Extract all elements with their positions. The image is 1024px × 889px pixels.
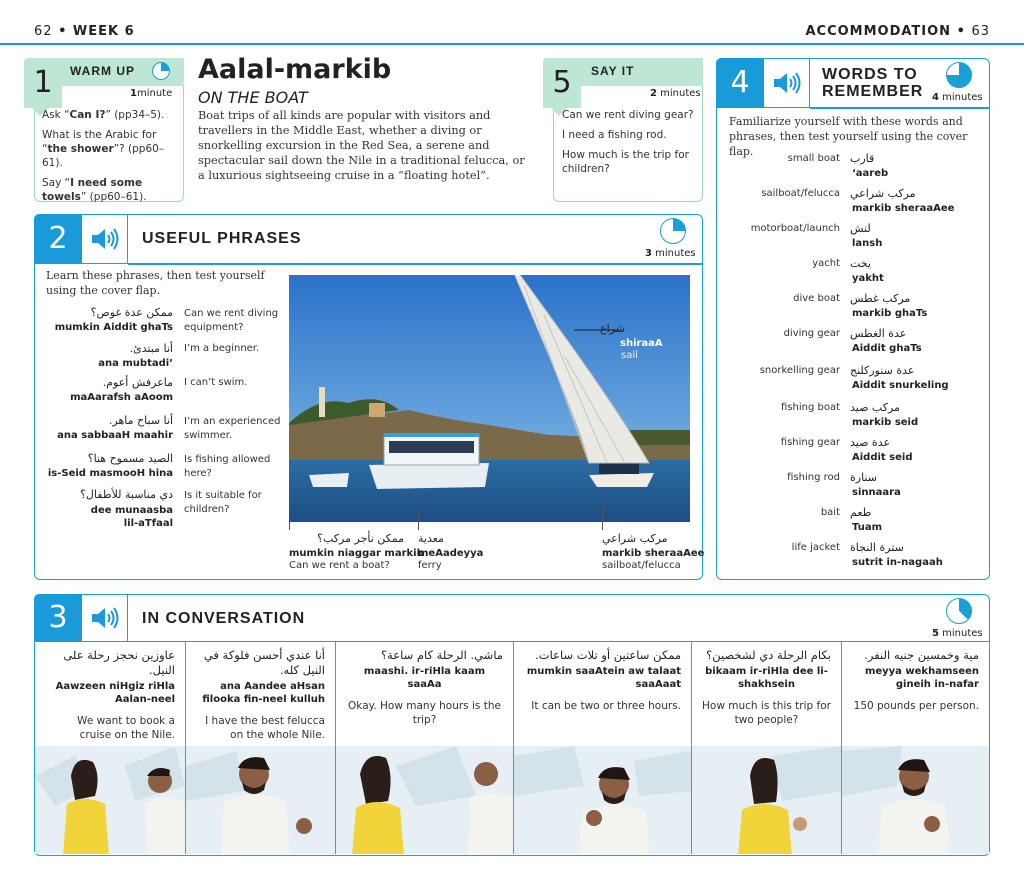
cartoon-woman	[692, 746, 841, 854]
conversation-number-tab	[34, 594, 82, 642]
useful-header-rule	[128, 263, 703, 265]
bullet: •	[956, 24, 972, 39]
comic-panel	[513, 642, 691, 854]
panel-text	[336, 642, 513, 750]
useful-number-tab	[34, 214, 82, 264]
felucca-transliteration: markib sheraaAee	[602, 548, 705, 559]
useful-minutes	[645, 248, 696, 259]
word-arabic: عدة الغطس	[850, 327, 907, 340]
word-transliteration: markib ghaTs	[852, 308, 928, 319]
callout-line	[418, 510, 419, 530]
words-speaker-cell	[764, 58, 810, 108]
left-page-title: WEEK 6	[72, 24, 135, 39]
phrase-transliteration: maAarafsh aAoom	[70, 392, 173, 403]
word-row	[722, 292, 986, 326]
word-transliteration: Aiddit ghaTs	[852, 343, 922, 354]
phrase-transliteration: ana sabbaaH maahir	[57, 430, 173, 441]
phrase-transliteration: is-Seid masmooH hina	[47, 468, 173, 479]
panel-arabic: ماشي. الرحلة كام ساعة؟	[380, 648, 503, 662]
warmup-minutes-label: minute	[136, 88, 173, 99]
speaker-icon	[772, 72, 802, 94]
word-english: bait	[820, 507, 840, 518]
phrase-english: I can’t swim.	[184, 377, 248, 388]
boat-photo	[289, 275, 690, 522]
word-transliteration: sinnaara	[852, 487, 901, 498]
felucca-english: sailboat/felucca	[602, 560, 681, 571]
boat-photo-illustration	[289, 275, 690, 522]
ferry-arabic: معدية	[418, 532, 444, 545]
sayit-line: How much is the trip for children?	[562, 149, 689, 175]
sayit-minutes	[650, 88, 701, 99]
comic-panel	[35, 642, 185, 854]
panel-english: Okay. How many hours is the trip?	[348, 700, 501, 726]
word-english: sailboat/felucca	[761, 188, 840, 199]
callout-line	[289, 522, 290, 530]
left-page-number: 62	[34, 24, 53, 39]
word-row	[722, 364, 986, 398]
right-page-header	[805, 24, 990, 39]
warmup-number: 1	[33, 65, 53, 100]
phrase-arabic: أنا مبتدئ.	[129, 342, 173, 355]
word-transliteration: ‘aareb	[852, 168, 889, 179]
header-rule	[0, 43, 1024, 45]
conversation-number: 3	[48, 600, 68, 635]
panel-arabic: مية وخمسين جنيه النفر.	[864, 648, 979, 662]
word-english: fishing boat	[780, 402, 840, 413]
panel-text	[186, 642, 335, 750]
phrase-english: Is fishing allowed here?	[184, 454, 271, 479]
panel-english: 150 pounds per person.	[853, 700, 979, 712]
word-row	[722, 152, 986, 186]
timer-icon	[152, 62, 170, 80]
cartoon-man	[186, 746, 335, 854]
word-english: motorboat/launch	[750, 223, 840, 234]
comic-panel	[185, 642, 335, 854]
word-arabic: يخت	[850, 257, 871, 270]
panel-arabic: أنا عندي أحسن فلوكة في النيل كله.	[203, 648, 325, 677]
word-transliteration: markib sheraaAee	[852, 203, 955, 214]
cartoon-woman	[336, 746, 513, 854]
timer-icon	[946, 598, 972, 624]
sail-label-english: sail	[621, 350, 638, 361]
lesson-intro-text: Boat trips of all kinds are popular with visitors and travellers in the Middle East, whether a diving or snorkelling excursion in the Red Sea, a serene and spectacular sail down the Nile in a traditional felucca, or a luxurious sightseeing cruise in a “floating hotel”.	[198, 109, 525, 182]
panel-text	[842, 642, 989, 750]
useful-number: 2	[48, 221, 68, 256]
words-intro: Familiarize yourself with these words and phrases, then test yourself using the cover flap.	[729, 115, 968, 158]
sayit-minutes-num: 2	[650, 88, 657, 99]
bullet: •	[58, 24, 73, 39]
word-arabic: طعم	[850, 506, 872, 519]
sayit-line: I need a fishing rod.	[562, 129, 667, 141]
timer-icon	[946, 62, 972, 88]
phrase-arabic: أنا سباح ماهر.	[108, 414, 173, 427]
word-row	[722, 471, 986, 505]
word-row	[722, 436, 986, 470]
word-transliteration: Aiddit snurkeling	[852, 380, 949, 391]
warmup-text	[42, 108, 180, 204]
panel-english: It can be two or three hours.	[531, 700, 681, 712]
word-arabic: مركب صيد	[850, 401, 900, 414]
phrase-english: I’m an experienced swimmer.	[184, 416, 281, 441]
panel-text	[35, 642, 185, 750]
sayit-number-tab	[543, 58, 581, 108]
panel-transliteration: ana Aandee aHsan filooka fin-neel kulluh	[202, 681, 325, 705]
speaker-icon	[90, 228, 120, 250]
words-minutes-num: 4	[932, 92, 939, 103]
warmup-header	[62, 58, 184, 86]
words-minutes	[932, 92, 983, 103]
sayit-line: Can we rent diving gear?	[562, 109, 694, 121]
phrase-english: Is it suitable for children?	[184, 490, 262, 515]
conversation-minutes	[932, 628, 983, 639]
sayit-number: 5	[552, 65, 572, 100]
words-title-line2: REMEMBER	[822, 83, 924, 100]
panel-transliteration: meyya wekhamseen gineih in-nafar	[864, 666, 979, 690]
word-row	[722, 506, 986, 540]
word-english: small boat	[787, 153, 840, 164]
warmup-minutes	[130, 88, 172, 99]
phrase-arabic: الصيد مسموح هنا؟	[87, 452, 173, 465]
right-page-number: 63	[971, 24, 990, 39]
panel-arabic: ممكن ساعتين أو تلات ساعات.	[535, 648, 681, 662]
warmup-title: WARM UP	[70, 64, 135, 78]
conversation-title: IN CONVERSATION	[142, 610, 306, 627]
word-english: life jacket	[791, 542, 840, 553]
callout-line	[602, 506, 603, 530]
word-row	[722, 327, 986, 361]
word-english: yacht	[812, 258, 840, 269]
rent-boat-english: Can we rent a boat?	[289, 560, 390, 571]
page-header	[0, 0, 1024, 44]
phrase-transliteration: ana mubtadi’	[98, 358, 173, 369]
comic-panel	[691, 642, 841, 854]
phrase-transliteration: dee munaasba lil-aTfaal	[90, 505, 173, 529]
word-transliteration: markib seid	[852, 417, 919, 428]
panel-transliteration: bikaam ir-riHla dee li-shakhsein	[705, 666, 828, 690]
word-row	[722, 222, 986, 256]
phrase-arabic: دي مناسبة للأطفال؟	[80, 488, 173, 501]
useful-title: USEFUL PHRASES	[142, 230, 302, 247]
sayit-header	[581, 58, 703, 86]
word-arabic: عدة صيد	[850, 436, 891, 449]
conversation-minutes-num: 5	[932, 628, 939, 639]
word-transliteration: Aiddit seid	[852, 452, 913, 463]
phrase-english: I’m a beginner.	[184, 343, 260, 354]
warmup-line: Say “I need some towels” (pp60–61).	[42, 177, 147, 203]
left-page-header	[34, 24, 135, 39]
warmup-line: Ask “Can I?” (pp34–5).	[42, 109, 165, 121]
panel-arabic: عاوزين نحجز رحلة على النيل.	[63, 648, 175, 677]
cartoon-man	[514, 746, 691, 854]
useful-intro: Learn these phrases, then test yourself using the cover flap.	[46, 269, 265, 297]
warmup-number-tab	[24, 58, 62, 108]
ferry-english: ferry	[418, 560, 442, 571]
useful-minutes-num: 3	[645, 248, 652, 259]
word-english: dive boat	[793, 293, 840, 304]
sayit-minutes-label: minutes	[660, 88, 701, 99]
word-english: diving gear	[783, 328, 840, 339]
word-arabic: سنارة	[850, 471, 877, 484]
warmup-minutes-num: 1	[130, 88, 137, 99]
word-transliteration: Tuam	[852, 522, 883, 533]
sayit-text	[562, 108, 698, 176]
speaker-icon	[90, 607, 120, 629]
words-number: 4	[730, 65, 750, 100]
word-arabic: سترة النجاة	[850, 541, 904, 554]
right-page-title: ACCOMMODATION	[805, 24, 952, 39]
words-number-tab	[716, 58, 764, 108]
word-row	[722, 401, 986, 435]
word-english: snorkelling gear	[759, 365, 840, 376]
warmup-line: What is the Arabic for “the shower”? (pp60–61).	[42, 129, 165, 169]
rent-boat-transliteration: mumkin niaggar markib	[289, 548, 424, 559]
sayit-title: SAY IT	[591, 64, 635, 78]
panel-english: How much is this trip for two people?	[702, 700, 831, 726]
ferry-transliteration: meAadeyya	[418, 548, 484, 559]
panel-english: We want to book a cruise on the Nile.	[77, 715, 175, 741]
words-title-line1: WORDS TO	[822, 66, 918, 83]
word-arabic: مركب غطس	[850, 292, 911, 305]
felucca-arabic: مركب شراعي	[602, 532, 668, 545]
useful-minutes-label: minutes	[655, 248, 696, 259]
comic-panel	[841, 642, 989, 854]
cartoon-man	[842, 746, 989, 854]
word-transliteration: yakht	[852, 273, 884, 284]
word-arabic: عدة سنوركلنج	[850, 364, 915, 377]
panel-transliteration: maashi. ir-riHla kaam saaAa	[363, 666, 486, 690]
panel-transliteration: Aawzeen niHgiz riHla Aalan-neel	[55, 681, 175, 705]
panel-english: I have the best felucca on the whole Nile.	[205, 715, 325, 741]
panel-transliteration: mumkin saaAtein aw talaat saaAaat	[526, 666, 681, 690]
word-row	[722, 187, 986, 221]
word-row	[722, 541, 986, 575]
phrase-transliteration: mumkin Aiddit ghaTs	[54, 322, 173, 333]
rent-boat-arabic: ممكن نأجر مركب؟	[317, 532, 404, 545]
useful-speaker-cell	[82, 214, 128, 264]
panel-text	[514, 642, 691, 750]
word-transliteration: sutrit in-nagaah	[852, 557, 943, 568]
phrase-arabic: ممكن عدة غوص؟	[90, 306, 173, 319]
word-arabic: مركب شراعي	[850, 187, 916, 200]
timer-icon	[660, 218, 686, 244]
cartoon-woman	[35, 746, 185, 854]
lesson-subtitle: ON THE BOAT	[198, 88, 308, 107]
panel-text	[692, 642, 841, 750]
word-arabic: لنش	[850, 222, 871, 235]
word-transliteration: lansh	[852, 238, 883, 249]
conversation-speaker-cell	[82, 594, 128, 642]
word-english: fishing gear	[780, 437, 840, 448]
phrase-english: Can we rent diving equipment?	[184, 308, 279, 333]
words-header-rule	[810, 107, 990, 109]
word-row	[722, 257, 986, 291]
sail-label-arabic: شراع	[600, 322, 625, 335]
word-arabic: قارب	[850, 152, 875, 165]
words-minutes-label: minutes	[942, 92, 983, 103]
sail-label-transliteration: shiraaA	[620, 338, 663, 349]
conversation-minutes-label: minutes	[942, 628, 983, 639]
comic-panel	[335, 642, 513, 854]
lesson-title: Aalal-markib	[198, 54, 392, 85]
word-english: fishing rod	[787, 472, 840, 483]
panel-arabic: بكام الرحلة دي لشخصين؟	[706, 648, 831, 662]
phrase-arabic: ماعرفش أعوم.	[102, 376, 173, 389]
